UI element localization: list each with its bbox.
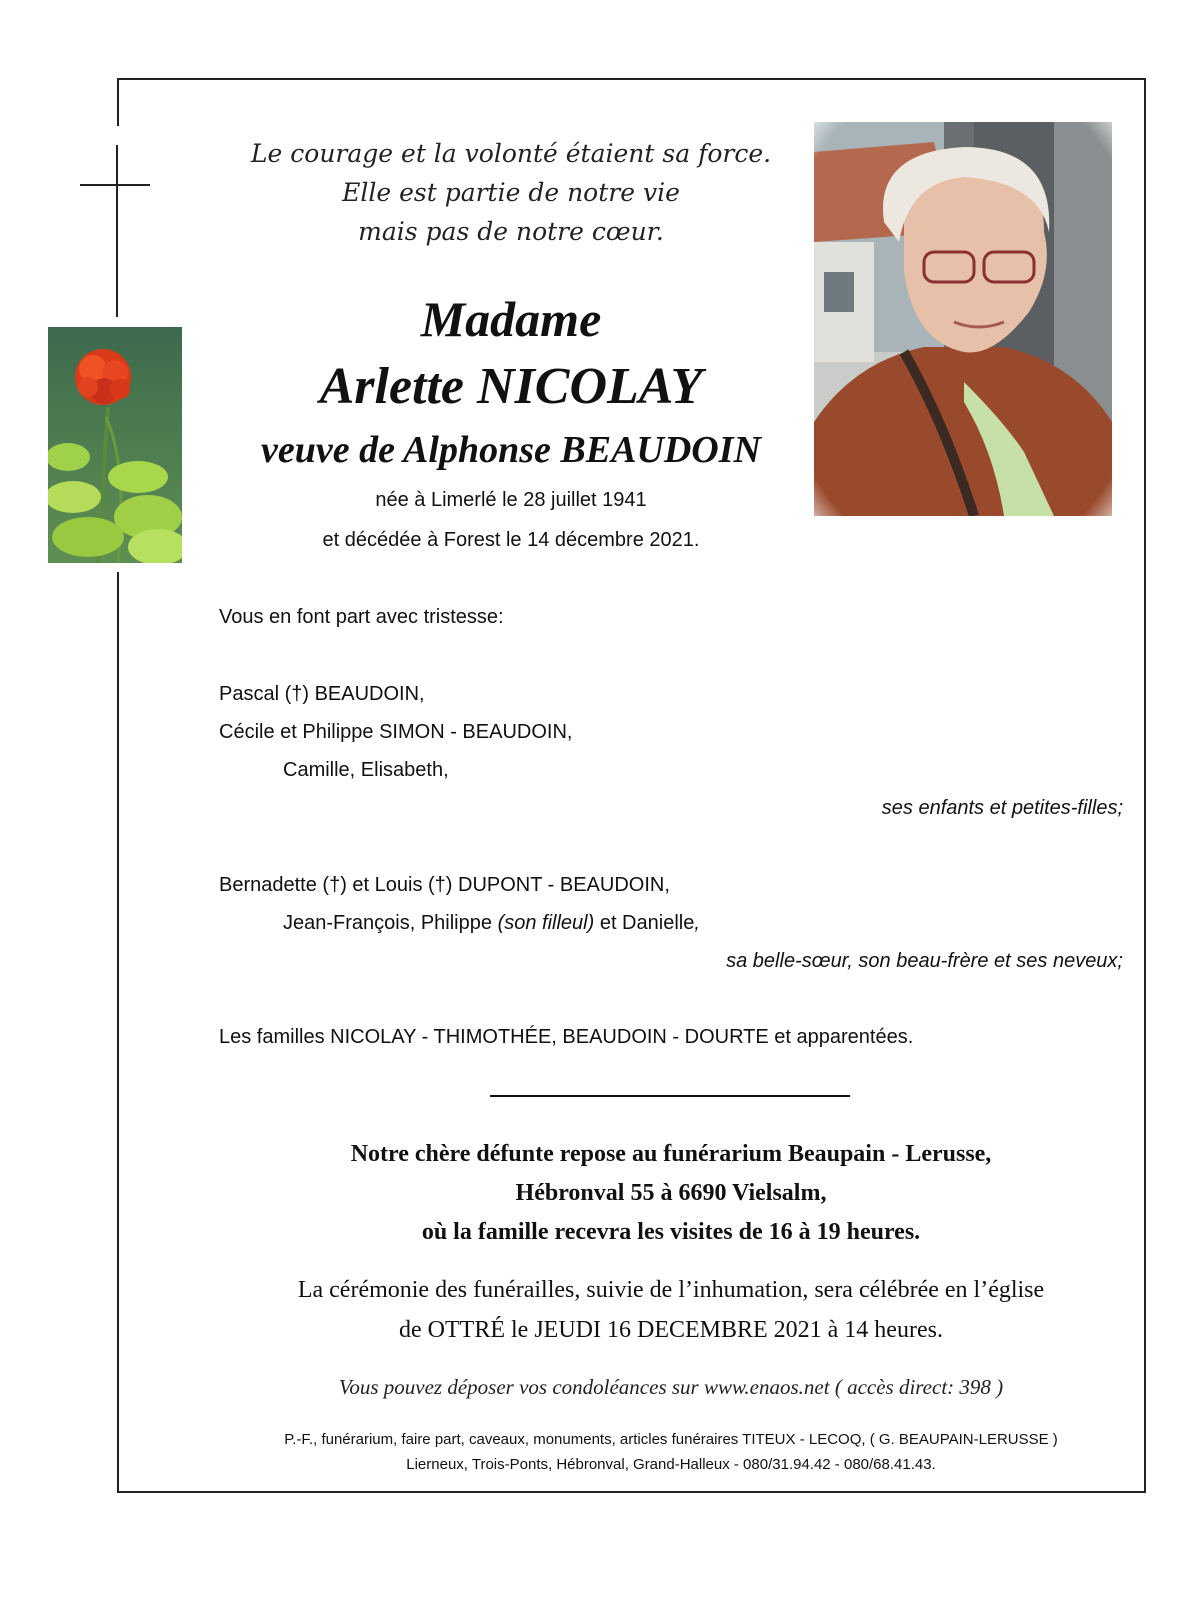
frame-border-left-lower	[117, 572, 119, 1493]
quote-line-2: Elle est partie de notre vie	[342, 178, 680, 207]
ceremony-block	[230, 1270, 1112, 1350]
separator-line	[490, 1095, 850, 1097]
footer-block	[200, 1427, 1142, 1477]
ceremony-line-1: La cérémonie des funérailles, suivie de l’inhumation, sera célébrée en l’église	[297, 1277, 1045, 1303]
frame-border-top	[118, 78, 1146, 80]
frame-border-left-upper	[117, 78, 119, 126]
geranium-flower-image	[48, 327, 182, 563]
family-line-part: et Danielle	[594, 912, 695, 934]
funerarium-line-3: où la famille recevra les visites de 16 à 19 heures.	[421, 1219, 921, 1245]
relation-label: sa belle-sœur, son beau-frère et ses neveux;	[726, 950, 1123, 972]
condolences-note: Vous pouvez déposer vos condoléances sur www.enaos.net ( accès direct: 398 )	[338, 1375, 1004, 1399]
widow-of: veuve de Alphonse BEAUDOIN	[261, 429, 761, 471]
birth-line: née à Limerlé le 28 juillet 1941	[375, 489, 647, 511]
portrait-photo	[814, 122, 1112, 516]
families-line: Les familles NICOLAY - THIMOTHÉE, BEAUDOIN - DOURTE et apparentées.	[219, 1026, 914, 1048]
deceased-title: Madame	[420, 291, 602, 347]
family-line: Bernadette (†) et Louis (†) DUPONT - BEAUDOIN,	[219, 874, 670, 896]
footer-line-2: Lierneux, Trois-Ponts, Hébronval, Grand-Halleux - 080/31.94.42 - 080/68.41.43.	[406, 1456, 936, 1473]
quote-block	[200, 134, 822, 251]
funerarium-line-2: Hébronval 55 à 6690 Vielsalm,	[515, 1180, 827, 1206]
death-line: et décédée à Forest le 14 décembre 2021.	[322, 529, 700, 551]
funerarium-line-1: Notre chère défunte repose au funérarium Beaupain - Lerusse,	[350, 1141, 992, 1167]
family-line: Pascal (†) BEAUDOIN,	[219, 683, 425, 705]
footer-line-1: P.-F., funérarium, faire part, caveaux, monuments, articles funéraires TITEUX - LECOQ, ( G. BEAUPAIN-LERUSSE )	[284, 1431, 1058, 1448]
dates-block	[200, 480, 822, 560]
family-line-comma: ,	[694, 912, 700, 934]
frame-border-right	[1144, 78, 1146, 1493]
cross-icon-vertical	[116, 145, 118, 317]
family-line-part: Jean-François, Philippe	[283, 912, 498, 934]
family-line: Camille, Elisabeth,	[283, 759, 449, 781]
quote-line-1: Le courage et la volonté étaient sa force.	[250, 139, 772, 168]
deceased-name: Arlette NICOLAY	[319, 358, 703, 415]
announcement-intro: Vous en font part avec tristesse:	[219, 606, 504, 628]
quote-line-3: mais pas de notre cœur.	[358, 217, 664, 246]
family-line: Cécile et Philippe SIMON - BEAUDOIN,	[219, 721, 573, 743]
frame-border-bottom	[118, 1491, 1146, 1493]
cross-icon-horizontal	[80, 184, 150, 186]
godson-note: (son filleul)	[497, 912, 595, 934]
funerarium-block	[230, 1135, 1112, 1252]
ceremony-line-2: de OTTRÉ le JEUDI 16 DECEMBRE 2021 à 14 heures.	[399, 1317, 943, 1343]
relation-label: ses enfants et petites-filles;	[881, 797, 1123, 819]
family-line	[283, 912, 700, 935]
